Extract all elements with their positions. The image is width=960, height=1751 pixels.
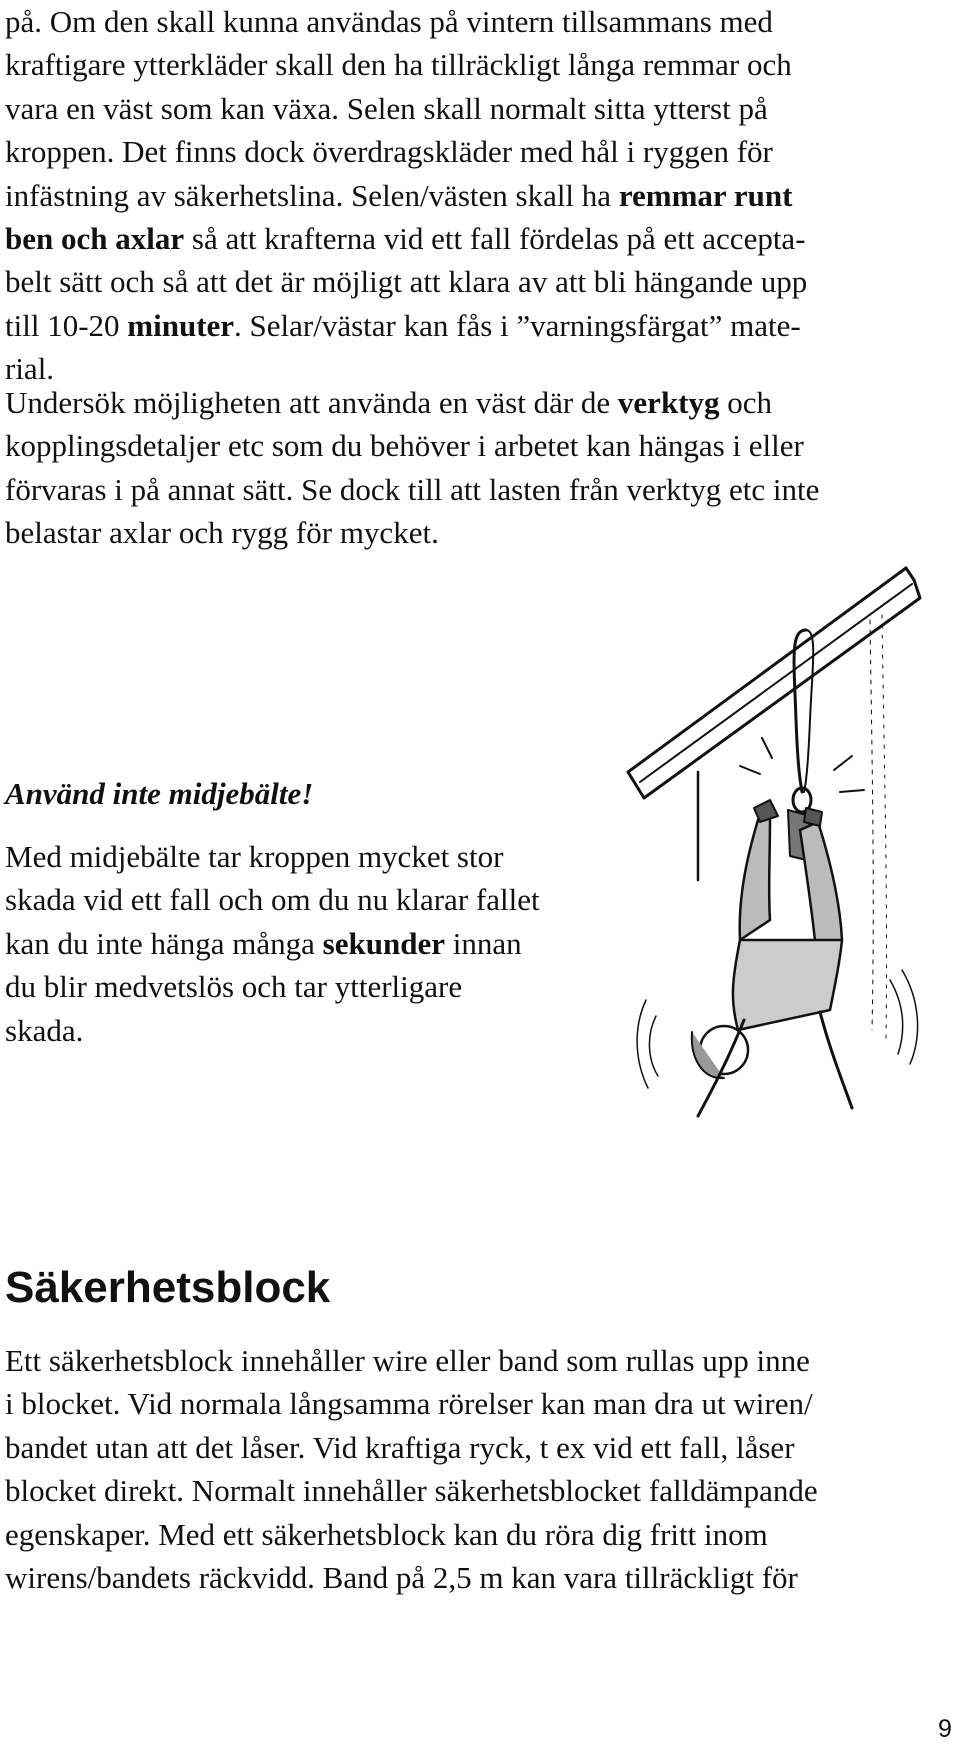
text-run: du blir medvetslös och tar ytterligare bbox=[5, 969, 463, 1005]
text-line bbox=[5, 511, 819, 554]
text-line bbox=[5, 878, 540, 921]
text-run: belt sätt och så att det är möjligt att klara av att bli hängande upp bbox=[5, 264, 808, 300]
text-line bbox=[5, 1009, 540, 1052]
bold-text: minuter bbox=[127, 307, 235, 343]
text-run: Undersök möjligheten att använda en väst där de bbox=[5, 385, 618, 420]
text-line bbox=[5, 1556, 818, 1599]
text-run: på. Om den skall kunna användas på vintern tillsammans med bbox=[5, 4, 773, 39]
text-run: vara en väst som kan växa. Selen skall normalt sitta ytterst på bbox=[5, 90, 768, 126]
text-run: egenskaper. Med ett säkerhetsblock kan du röra dig fritt inom bbox=[5, 1516, 768, 1552]
bold-text: sekunder bbox=[322, 925, 445, 961]
text-run: och bbox=[719, 385, 773, 420]
text-line bbox=[5, 304, 807, 347]
text-line bbox=[5, 43, 807, 86]
text-line bbox=[5, 1339, 818, 1382]
text-line bbox=[5, 0, 807, 43]
text-line bbox=[5, 1469, 818, 1512]
text-run: Med midjebälte tar kroppen mycket stor bbox=[5, 839, 504, 874]
text-run: blocket direkt. Normalt innehåller säkerhetsblocket falldämpande bbox=[5, 1473, 818, 1509]
vest-paragraph bbox=[5, 381, 819, 555]
text-run: Ett säkerhetsblock innehåller wire eller band som rullas upp inne bbox=[5, 1343, 810, 1378]
section-heading: Säkerhetsblock bbox=[5, 1263, 331, 1312]
text-run: kroppen. Det finns dock överdragskläder med hål i ryggen för bbox=[5, 134, 773, 170]
bold-text: verktyg bbox=[617, 385, 720, 420]
bold-text: ben och axlar bbox=[5, 221, 185, 257]
text-line bbox=[5, 1426, 818, 1469]
text-run: kan du inte hänga många bbox=[5, 925, 323, 961]
text-run: wirens/bandets räckvidd. Band på 2,5 m kan vara tillräckligt för bbox=[5, 1560, 798, 1596]
belt-paragraph bbox=[5, 835, 540, 1052]
page-number: 9 bbox=[938, 1715, 952, 1743]
text-run: förvaras i på annat sätt. Se dock till att lasten från verktyg etc inte bbox=[5, 471, 820, 507]
text-run: infästning av säkerhetslina. Selen/västen skall ha bbox=[5, 177, 619, 213]
text-run: till 10-20 bbox=[5, 307, 128, 343]
hanging-worker-illustration bbox=[620, 560, 960, 1125]
intro-paragraph bbox=[5, 0, 807, 391]
text-line bbox=[5, 87, 807, 130]
text-line bbox=[5, 922, 540, 965]
text-run: kraftigare ytterkläder skall den ha tillräckligt långa remmar och bbox=[5, 47, 792, 83]
text-run: . Selar/västar kan fås i ”varningsfärgat” mate- bbox=[234, 307, 801, 343]
text-run: innan bbox=[444, 925, 522, 961]
text-line bbox=[5, 130, 807, 173]
text-line bbox=[5, 1513, 818, 1556]
text-line bbox=[5, 468, 819, 511]
block-paragraph bbox=[5, 1339, 818, 1599]
warning-subheading: Använd inte midjebälte! bbox=[5, 776, 314, 811]
text-line bbox=[5, 1382, 818, 1425]
hanging-worker-icon bbox=[620, 560, 960, 1120]
text-line bbox=[5, 424, 819, 467]
text-line bbox=[5, 835, 540, 878]
text-line bbox=[5, 381, 819, 424]
text-run: kopplingsdetaljer etc som du behöver i arbetet kan hängas i eller bbox=[5, 428, 804, 464]
text-run: skada vid ett fall och om du nu klarar fallet bbox=[5, 882, 540, 918]
text-run: bandet utan att det låser. Vid kraftiga ryck, t ex vid ett fall, låser bbox=[5, 1429, 795, 1465]
bold-text: remmar runt bbox=[618, 177, 793, 213]
text-run: belastar axlar och rygg för mycket. bbox=[5, 515, 439, 551]
text-line bbox=[5, 217, 807, 260]
text-line bbox=[5, 260, 807, 303]
text-line bbox=[5, 174, 807, 217]
text-run: i blocket. Vid normala långsamma rörelser kan man dra ut wiren/ bbox=[5, 1386, 813, 1422]
text-run: rial. bbox=[5, 351, 55, 387]
text-run: så att krafterna vid ett fall fördelas på ett accepta- bbox=[184, 221, 806, 257]
text-line bbox=[5, 965, 540, 1008]
text-run: skada. bbox=[5, 1012, 84, 1048]
